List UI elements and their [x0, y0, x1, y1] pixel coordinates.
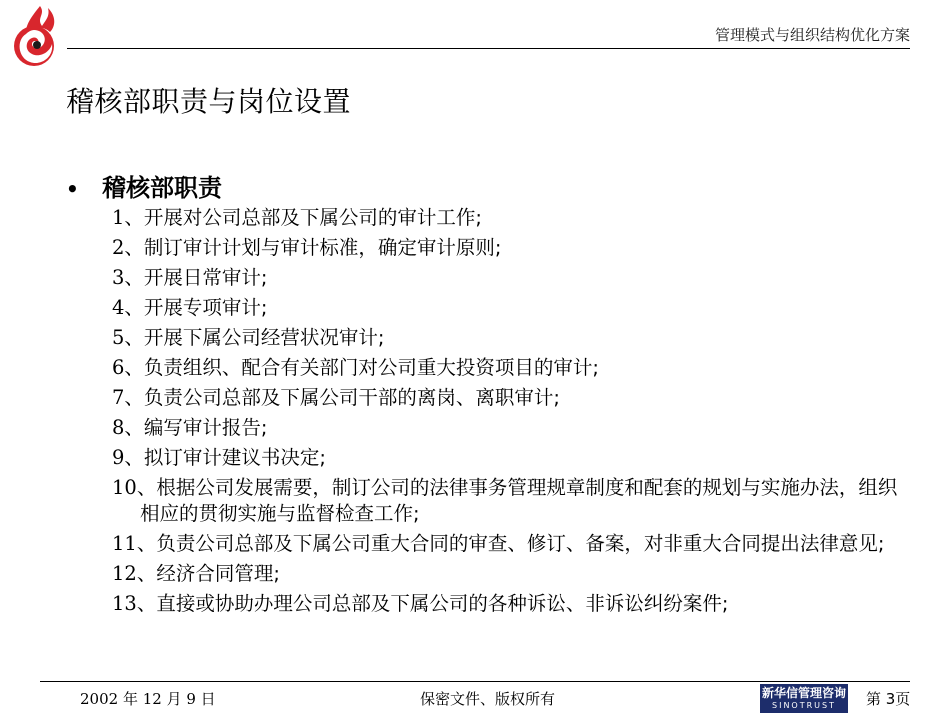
item-text: 、拟订审计建议书决定; — [124, 446, 326, 469]
list-item — [112, 445, 912, 471]
page-number: 第 3页 — [866, 690, 911, 708]
item-text: 、经济合同管理; — [136, 562, 280, 585]
list-item — [112, 205, 912, 231]
item-number: 13 — [112, 592, 137, 615]
brand-name-en: SINOTRUST — [772, 701, 836, 710]
item-number: 8 — [112, 416, 125, 439]
brand-name-cn: 新华信管理咨询 — [761, 686, 846, 700]
item-number: 12 — [112, 562, 137, 585]
item-text: 、开展对公司总部及下属公司的审计工作; — [124, 206, 482, 229]
list-item — [112, 325, 912, 351]
list-item — [112, 415, 912, 441]
list-item — [112, 531, 912, 557]
item-number: 11 — [112, 532, 137, 555]
item-number: 9 — [112, 446, 125, 469]
item-text: 、根据公司发展需要，制订公司的法律事务管理规章制度和配套的规划与实施办法，组织相应的贯彻实施与监督检查工作; — [136, 476, 898, 525]
duty-list — [112, 205, 912, 621]
item-text: 、开展专项审计; — [124, 296, 268, 319]
footer-date: 2002 年 12 月 9 日 — [80, 690, 216, 708]
section-title: 稽核部职责 — [102, 174, 222, 202]
item-number: 4 — [112, 296, 125, 319]
item-text: 、直接或协助办理公司总部及下属公司的各种诉讼、非诉讼纠纷案件; — [136, 592, 729, 615]
item-number: 10 — [112, 476, 137, 499]
list-item — [112, 355, 912, 381]
slide-title: 稽核部职责与岗位设置 — [66, 85, 352, 118]
section-heading — [66, 168, 222, 203]
list-item — [112, 561, 912, 587]
flame-swirl-logo-icon — [10, 4, 62, 74]
item-text: 、开展下属公司经营状况审计; — [124, 326, 385, 349]
document-title: 管理模式与组织结构优化方案 — [714, 26, 910, 44]
confidential-notice: 保密文件、版权所有 — [420, 690, 556, 708]
list-item — [112, 265, 912, 291]
item-text: 、开展日常审计; — [124, 266, 268, 289]
header-divider — [67, 48, 910, 49]
item-text: 、编写审计报告; — [124, 416, 268, 439]
list-item — [112, 385, 912, 411]
list-item — [112, 591, 912, 617]
item-text: 、负责公司总部及下属公司重大合同的审查、修订、备案，对非重大合同提出法律意见; — [136, 532, 885, 555]
list-item — [112, 295, 912, 321]
item-text: 、负责组织、配合有关部门对公司重大投资项目的审计; — [124, 356, 599, 379]
item-text: 、制订审计计划与审计标准，确定审计原则; — [124, 236, 502, 259]
list-item — [112, 475, 912, 527]
item-number: 5 — [112, 326, 125, 349]
item-number: 2 — [112, 236, 125, 259]
item-number: 7 — [112, 386, 125, 409]
company-logo — [760, 684, 848, 713]
bullet-marker: • — [66, 177, 79, 201]
item-text: 、负责公司总部及下属公司干部的离岗、离职审计; — [124, 386, 560, 409]
item-number: 3 — [112, 266, 125, 289]
footer-divider — [40, 681, 910, 682]
item-number: 6 — [112, 356, 125, 379]
list-item — [112, 235, 912, 261]
item-number: 1 — [112, 206, 125, 229]
